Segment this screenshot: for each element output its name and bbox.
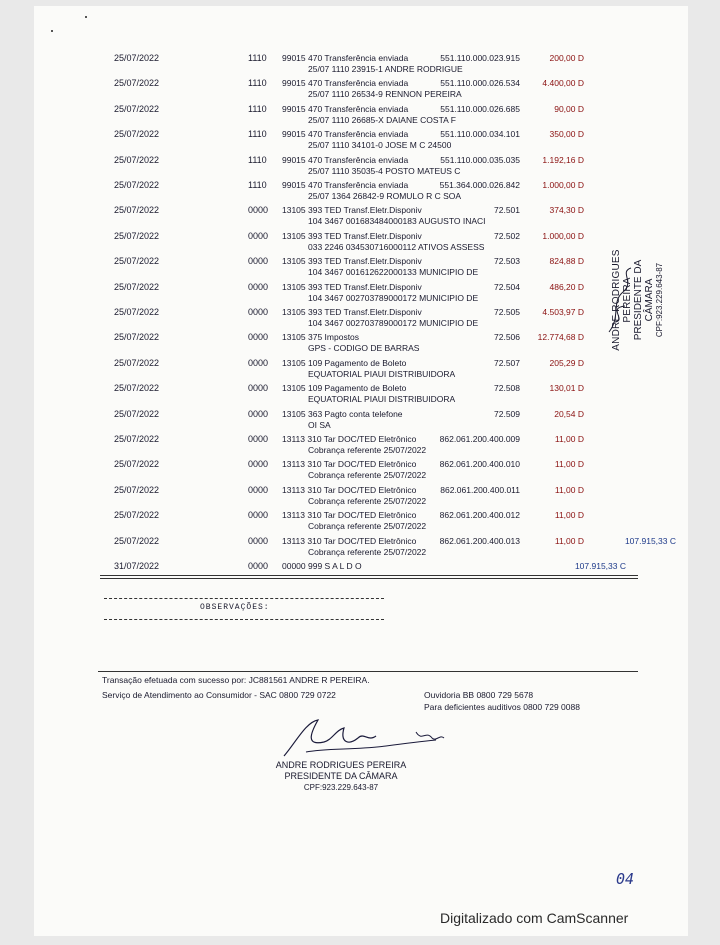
- transaction-detail: Cobrança referente 25/07/2022: [308, 521, 427, 532]
- transaction-amount: 11,00 D: [554, 484, 584, 495]
- transaction-document: 551.364.000.026.842: [439, 180, 520, 190]
- transaction-agency: 0000: [248, 307, 269, 317]
- transaction-agency: 0000: [248, 459, 269, 470]
- transaction-description: 13113 310 Tar DOC/TED Eletrônico: [282, 510, 417, 521]
- observations-dash-top: [104, 598, 384, 599]
- transaction-row: [34, 485, 688, 511]
- transaction-amount: 4.400,00 D: [542, 78, 584, 89]
- transaction-row: [34, 409, 688, 435]
- transaction-description: 13105 109 Pagamento de Boleto: [282, 383, 407, 394]
- transaction-date: 25/07/2022: [114, 535, 160, 546]
- transaction-date: 31/07/2022: [114, 561, 160, 571]
- transaction-row: [34, 536, 688, 562]
- transaction-row: [34, 205, 688, 231]
- transaction-document: 862.061.200.400.010: [439, 459, 520, 470]
- transaction-date: 25/07/2022: [114, 383, 160, 394]
- transaction-document: 862.061.200.400.012: [439, 510, 520, 521]
- signature-role: PRESIDENTE DA CÂMARA: [284, 771, 398, 781]
- transaction-amount: 824,88 D: [549, 256, 584, 267]
- ouvidoria-line: Ouvidoria BB 0800 729 5678: [424, 690, 534, 700]
- transaction-row: [34, 53, 688, 79]
- transaction-document: 72.504: [494, 281, 520, 292]
- transaction-document: 72.508: [494, 383, 520, 394]
- transaction-detail: Cobrança referente 25/07/2022: [308, 546, 427, 557]
- transaction-detail: 25/07 1110 26685-X DAIANE COSTA F: [308, 114, 456, 125]
- transaction-document: 551.110.000.023.915: [440, 53, 520, 63]
- transaction-description: 13105 393 TED Transf.Eletr.Disponiv: [282, 307, 422, 317]
- transaction-date: 25/07/2022: [114, 408, 160, 419]
- transaction-detail: EQUATORIAL PIAUI DISTRIBUIDORA: [308, 368, 456, 379]
- transaction-row: [34, 282, 688, 308]
- transaction-date: 25/07/2022: [114, 129, 160, 140]
- transaction-document: 862.061.200.400.013: [439, 535, 520, 546]
- transaction-agency: 1110: [248, 154, 267, 165]
- transaction-amount: 130,01 D: [549, 383, 584, 394]
- transaction-agency: 0000: [248, 510, 269, 521]
- transaction-description: 13105 393 TED Transf.Eletr.Disponiv: [282, 281, 422, 292]
- transaction-row: [34, 434, 688, 460]
- transaction-document: 862.061.200.400.011: [440, 484, 520, 495]
- transaction-agency: 0000: [248, 357, 269, 368]
- transaction-description: 99015 470 Transferência enviada: [282, 103, 409, 114]
- transaction-document: 862.061.200.400.009: [439, 434, 520, 444]
- transaction-document: 551.110.000.034.101: [440, 129, 520, 140]
- transaction-detail: 104 3467 002703789000172 MUNICIPIO DE: [308, 292, 479, 303]
- transaction-description: 99015 470 Transferência enviada: [282, 78, 409, 89]
- transaction-date: 25/07/2022: [114, 281, 160, 292]
- transaction-date: 25/07/2022: [114, 103, 160, 114]
- transaction-amount: 1.192,16 D: [542, 154, 584, 165]
- transaction-description: 99015 470 Transferência enviada: [282, 154, 409, 165]
- transaction-amount: 11,00 D: [554, 459, 584, 470]
- transaction-detail: 033 2246 034530716000112 ATIVOS ASSESS: [308, 241, 485, 252]
- transaction-amount: 200,00 D: [549, 53, 584, 63]
- transaction-description: 99015 470 Transferência enviada: [282, 180, 409, 190]
- transaction-date: 25/07/2022: [114, 78, 160, 89]
- transaction-confirmation: Transação efetuada com sucesso por: JC881561 ANDRE R PEREIRA.: [102, 675, 370, 685]
- transaction-date: 25/07/2022: [114, 332, 160, 343]
- transaction-amount: 205,29 D: [549, 357, 584, 368]
- transaction-detail: 104 3467 001683484000183 AUGUSTO INACI: [308, 216, 486, 227]
- transaction-document: 72.502: [494, 230, 520, 241]
- transaction-row: [34, 459, 688, 485]
- transaction-date: 25/07/2022: [114, 230, 160, 241]
- transaction-agency: 1110: [248, 103, 267, 114]
- transaction-description: 13105 393 TED Transf.Eletr.Disponiv: [282, 230, 422, 241]
- transaction-detail: GPS - CODIGO DE BARRAS: [308, 343, 420, 354]
- signature-cpf: CPF:923.229.643-87: [303, 783, 379, 792]
- observations-dash-bottom: [104, 619, 384, 620]
- transaction-description: 13113 310 Tar DOC/TED Eletrônico: [282, 434, 417, 444]
- stray-mark: [51, 30, 53, 32]
- transaction-date: 25/07/2022: [114, 256, 160, 267]
- transaction-document: 72.501: [494, 205, 520, 216]
- transaction-date: 25/07/2022: [114, 307, 160, 317]
- transaction-amount: 90,00 D: [554, 103, 584, 114]
- transaction-detail: 25/07 1110 23915-1 ANDRE RODRIGUE: [308, 64, 463, 74]
- scanner-watermark: Digitalizado com CamScanner: [440, 910, 629, 926]
- page-number: 04: [616, 870, 635, 888]
- vertical-stamp: [601, 242, 720, 372]
- transaction-detail: OI SA: [308, 419, 331, 430]
- transaction-document: 551.110.000.026.534: [440, 78, 520, 89]
- transaction-row: [34, 180, 688, 206]
- transaction-document: 72.503: [494, 256, 520, 267]
- transaction-amount: 11,00 D: [554, 510, 584, 521]
- transaction-agency: 0000: [248, 434, 269, 444]
- transaction-agency: 0000: [248, 561, 269, 571]
- transaction-balance: 107.915,33 C: [574, 561, 626, 571]
- transaction-row: [34, 358, 688, 384]
- transaction-agency: 1110: [248, 129, 267, 140]
- transaction-detail: 25/07 1110 35035-4 POSTO MATEUS C: [308, 165, 461, 176]
- transaction-amount: 11,00 D: [554, 434, 584, 444]
- transaction-date: 25/07/2022: [114, 154, 160, 165]
- transaction-row: [34, 104, 688, 130]
- transaction-description: 99015 470 Transferência enviada: [282, 53, 409, 63]
- transaction-date: 25/07/2022: [114, 180, 160, 190]
- transaction-detail: 104 3467 002703789000172 MUNICIPIO DE: [308, 318, 479, 328]
- transaction-row: [34, 307, 688, 333]
- transaction-detail: Cobrança referente 25/07/2022: [308, 470, 427, 481]
- transaction-amount: 374,30 D: [549, 205, 584, 216]
- signature-name: ANDRE RODRIGUES PEREIRA: [275, 760, 407, 770]
- transaction-row: [34, 78, 688, 104]
- transaction-description: 13105 393 TED Transf.Eletr.Disponiv: [282, 205, 422, 216]
- transaction-date: 25/07/2022: [114, 484, 160, 495]
- transaction-detail: Cobrança referente 25/07/2022: [308, 495, 427, 506]
- transaction-detail: 25/07 1110 26534-9 RENNON PEREIRA: [308, 89, 462, 100]
- transaction-amount: 486,20 D: [549, 281, 584, 292]
- stamp-cpf: CPF:923.229.643-87: [655, 262, 664, 338]
- transaction-description: 99015 470 Transferência enviada: [282, 129, 409, 140]
- transaction-description: 13113 310 Tar DOC/TED Eletrônico: [282, 535, 417, 546]
- transaction-row: [34, 155, 688, 181]
- transaction-amount: 12.774,68 D: [537, 332, 584, 343]
- transaction-agency: 1110: [248, 53, 267, 63]
- transaction-agency: 0000: [248, 383, 269, 394]
- statement-page: [34, 6, 688, 936]
- transaction-agency: 0000: [248, 205, 269, 216]
- transaction-row: [34, 129, 688, 155]
- stamp-role: PRESIDENTE DA CÂMARA: [633, 259, 655, 341]
- table-bottom-rule: [100, 578, 638, 579]
- transaction-row: [34, 383, 688, 409]
- transaction-document: 551.110.000.035.035: [440, 154, 520, 165]
- transaction-description: 13105 109 Pagamento de Boleto: [282, 357, 407, 368]
- transaction-agency: 1110: [248, 78, 267, 89]
- transaction-detail: Cobrança referente 25/07/2022: [308, 445, 427, 455]
- transaction-amount: 11,00 D: [554, 535, 584, 546]
- transaction-document: 72.507: [494, 357, 520, 368]
- transaction-agency: 0000: [248, 230, 269, 241]
- transaction-date: 25/07/2022: [114, 53, 160, 63]
- transaction-agency: 0000: [248, 484, 269, 495]
- transaction-date: 25/07/2022: [114, 434, 160, 444]
- transaction-detail: EQUATORIAL PIAUI DISTRIBUIDORA: [308, 394, 456, 405]
- transaction-document: 72.506: [494, 332, 520, 343]
- transaction-row: [34, 256, 688, 282]
- transaction-agency: 0000: [248, 281, 269, 292]
- transaction-amount: 350,00 D: [549, 129, 584, 140]
- transaction-document: 72.505: [494, 307, 520, 317]
- transaction-amount: 1.000,00 D: [542, 180, 584, 190]
- transaction-agency: 1110: [248, 180, 267, 190]
- transaction-description: 13113 310 Tar DOC/TED Eletrônico: [282, 459, 417, 470]
- transaction-detail: 25/07 1364 26842-9 ROMULO R C SOA: [308, 191, 462, 201]
- transaction-row: [34, 510, 688, 536]
- stray-mark: [85, 16, 87, 18]
- transaction-amount: 1.000,00 D: [542, 230, 584, 241]
- transaction-document: 551.110.000.026.685: [440, 103, 520, 114]
- transaction-agency: 0000: [248, 535, 269, 546]
- transaction-agency: 0000: [248, 408, 269, 419]
- transaction-date: 25/07/2022: [114, 205, 160, 216]
- stamp-name: ANDRE RODRIGUES PEREIRA: [611, 249, 633, 351]
- transaction-date: 25/07/2022: [114, 357, 160, 368]
- table-bottom-rule: [100, 575, 638, 576]
- transaction-amount: 4.503,97 D: [542, 307, 584, 317]
- transaction-detail: 25/07 1110 34101-0 JOSE M C 24500: [308, 140, 452, 151]
- footer-rule: [98, 671, 638, 672]
- sac-line: Serviço de Atendimento ao Consumidor - SAC 0800 729 0722: [102, 690, 336, 700]
- transaction-balance: 107.915,33 C: [624, 535, 676, 546]
- transaction-row: [34, 561, 688, 587]
- transaction-row: [34, 231, 688, 257]
- transaction-date: 25/07/2022: [114, 459, 160, 470]
- transaction-row: [34, 332, 688, 358]
- stamp-signature-scribble: [601, 262, 641, 342]
- observations-label: OBSERVAÇÕES:: [200, 603, 270, 612]
- transaction-description: 13105 363 Pagto conta telefone: [282, 408, 403, 419]
- transaction-description: 00000 999 S A L D O: [282, 561, 362, 571]
- transaction-description: 13105 375 Impostos: [282, 332, 360, 343]
- transaction-detail: 104 3467 001612622000133 MUNICIPIO DE: [308, 267, 479, 278]
- transaction-description: 13113 310 Tar DOC/TED Eletrônico: [282, 484, 417, 495]
- transaction-agency: 0000: [248, 332, 269, 343]
- transaction-agency: 0000: [248, 256, 269, 267]
- transaction-document: 72.509: [494, 408, 520, 419]
- handwritten-signature: [266, 712, 446, 762]
- transaction-date: 25/07/2022: [114, 510, 160, 521]
- transaction-amount: 20,54 D: [554, 408, 584, 419]
- deficientes-line: Para deficientes auditivos 0800 729 0088: [424, 702, 580, 712]
- transaction-description: 13105 393 TED Transf.Eletr.Disponiv: [282, 256, 422, 267]
